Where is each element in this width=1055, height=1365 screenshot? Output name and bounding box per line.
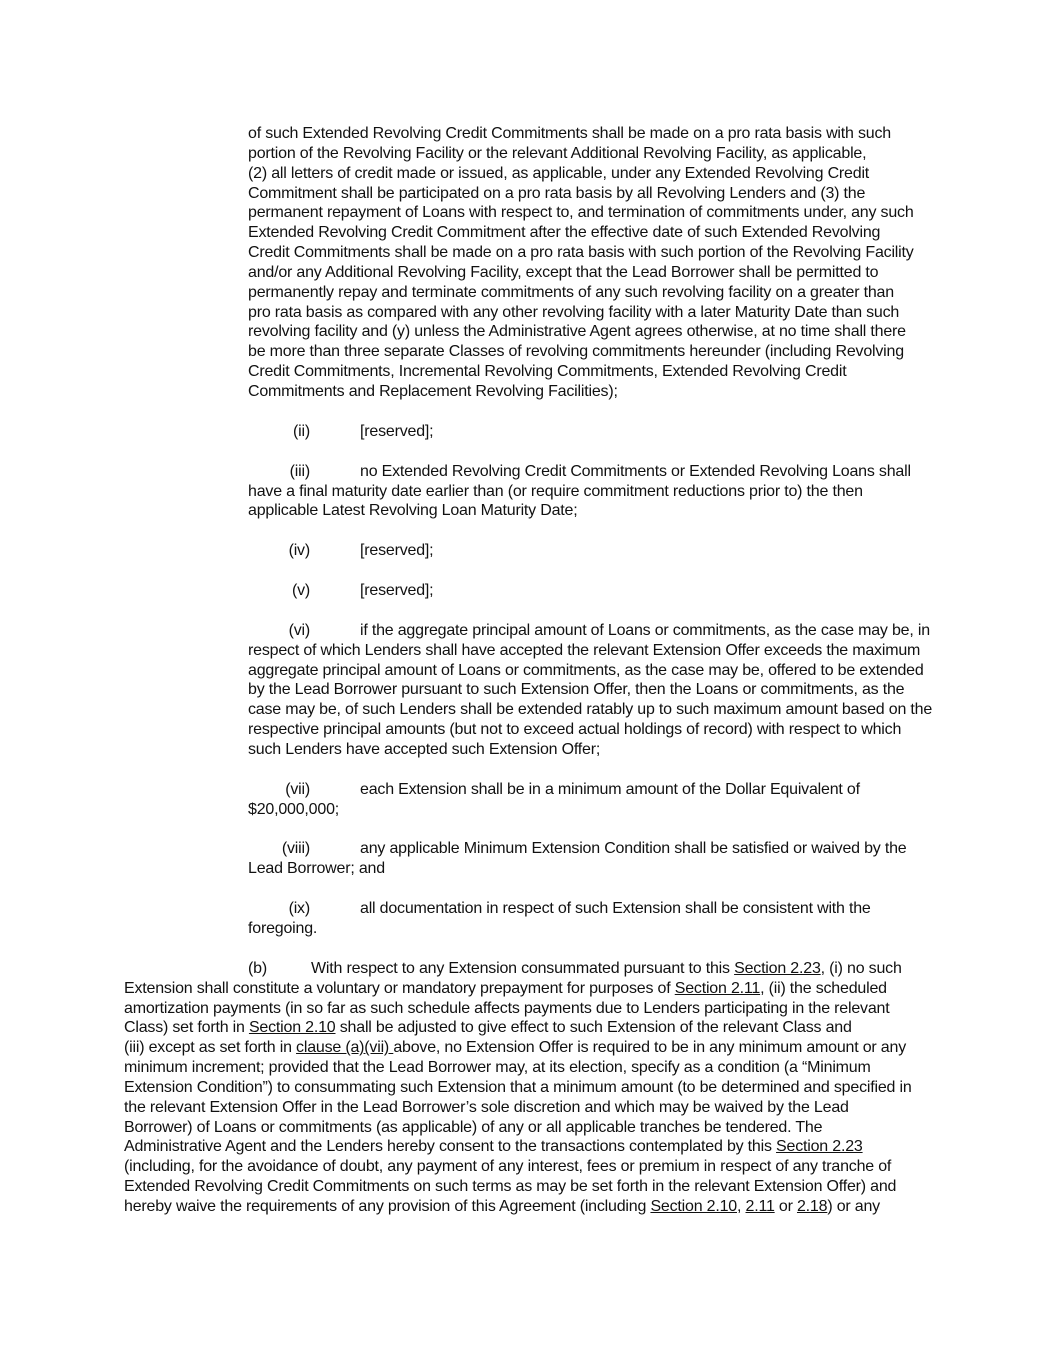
line	[0, 621, 1055, 641]
line-text: Administrative Agent and the Lenders hereby consent to the transactions contemplated by this	[124, 1138, 777, 1156]
line-text: each Extension shall be in a minimum amount of the Dollar Equivalent of	[360, 780, 860, 798]
line-text: ) or any	[827, 1197, 880, 1215]
line-text: and/or any Additional Revolving Facility, except that the Lead Borrower shall be permitted to	[248, 263, 879, 281]
line-text: respect of which Lenders shall have accepted the relevant Extension Offer exceeds the maximum	[248, 641, 921, 659]
line	[0, 263, 1055, 283]
clause-text	[360, 581, 433, 601]
line	[0, 1157, 1055, 1177]
cross-reference-link: Section 2.11	[674, 979, 761, 997]
line	[0, 1197, 1055, 1217]
line-text: amortization payments (in so far as such schedule affects payments due to Lenders participating in the relevant	[124, 999, 890, 1017]
line-text: permanent repayment of Loans with respect to, and termination of commitments under, any such	[248, 204, 914, 222]
line-text: have a final maturity date earlier than (or require commitment reductions prior to) the then	[248, 482, 863, 500]
line	[0, 959, 1055, 979]
line-text: (including, for the avoidance of doubt, any payment of any interest, fees or premium in respect of any tranche of	[124, 1158, 892, 1176]
line	[0, 144, 1055, 164]
line	[0, 462, 1055, 482]
line-text: pro rata basis as compared with any other revolving facility with a later Maturity Date than such	[248, 303, 900, 321]
cross-reference-link: 2.11	[745, 1197, 775, 1215]
line	[0, 919, 1055, 939]
line-text: Commitments and Replacement Revolving Facilities);	[248, 382, 618, 400]
line	[0, 342, 1055, 362]
line-text: portion of the Revolving Facility or the relevant Additional Revolving Facility, as applicable,	[248, 144, 867, 162]
line	[0, 482, 1055, 502]
line	[0, 780, 1055, 800]
line-text: , (ii) the scheduled	[760, 979, 887, 997]
line	[0, 661, 1055, 681]
line-text: With respect to any Extension consummated pursuant to this	[311, 959, 735, 977]
line-text: $20,000,000;	[248, 800, 340, 818]
line-text: Borrower) of Loans or commitments (as applicable) of any or all applicable tranches be tendered. The	[124, 1118, 823, 1136]
clause-text	[360, 422, 433, 442]
line	[0, 362, 1055, 382]
cross-reference-link: Section 2.23	[776, 1138, 863, 1156]
clause-text	[360, 839, 906, 859]
line	[0, 700, 1055, 720]
cross-reference-link: clause (a)(vii)	[296, 1039, 394, 1057]
clause-text	[311, 959, 902, 979]
line-text: no Extended Revolving Credit Commitments or Extended Revolving Loans shall	[360, 462, 911, 480]
line-text: all documentation in respect of such Extension shall be consistent with the	[360, 900, 871, 918]
clause-ix	[0, 899, 1055, 939]
line	[0, 1078, 1055, 1098]
line	[0, 680, 1055, 700]
line-text: Extension shall constitute a voluntary or mandatory prepayment for purposes of	[124, 979, 675, 997]
line-text: Commitment shall be participated on a pro rata basis by all Revolving Lenders and (3) the	[248, 184, 866, 202]
document-page	[0, 124, 1055, 1237]
clause-label: (v)	[291, 582, 310, 600]
clause-v	[0, 581, 1055, 601]
line-text: of such Extended Revolving Credit Commitments shall be made on a pro rata basis with such	[248, 125, 891, 142]
line-text: [reserved];	[360, 582, 434, 600]
line	[0, 641, 1055, 661]
clause-vi	[0, 621, 1055, 760]
line-text: aggregate principal amount of Loans or commitments, as the case may be, offered to be extended	[248, 661, 924, 679]
clause-label: (iii)	[289, 462, 310, 480]
line-text: permanently repay and terminate commitments of any such revolving facility on a greater than	[248, 283, 894, 301]
clause-b	[0, 959, 1055, 1217]
line-text: revolving facility and (y) unless the Administrative Agent agrees otherwise, at no time shall there	[248, 323, 906, 341]
line-text: be more than three separate Classes of revolving commitments hereunder (including Revolving	[248, 343, 904, 361]
line-text: Class) set forth in	[124, 1019, 249, 1037]
line-text: Extended Revolving Credit Commitment after the effective date of such Extended Revolving	[248, 224, 881, 242]
cross-reference-link: 2.18	[796, 1197, 828, 1215]
line	[0, 859, 1055, 879]
paragraph	[0, 124, 1055, 402]
clause-text	[360, 621, 930, 641]
line-text: (iii) except as set forth in	[124, 1039, 297, 1057]
line-text: minimum increment; provided that the Lead Borrower may, at its election, specify as a condition (a “Minimum	[124, 1059, 871, 1077]
line-text: Credit Commitments shall be made on a pro rata basis with such portion of the Revolving Facility	[248, 244, 914, 262]
line-text: Extended Revolving Credit Commitments on such terms as may be set forth in the relevant Extension Offer) and	[124, 1178, 897, 1196]
line	[0, 1058, 1055, 1078]
line	[0, 422, 1055, 442]
line-text: ,	[737, 1197, 746, 1215]
line	[0, 303, 1055, 323]
line-text: case may be, of such Lenders shall be extended ratably up to such maximum amount based on the	[248, 701, 933, 719]
line	[0, 1137, 1055, 1157]
line	[0, 223, 1055, 243]
line	[0, 1118, 1055, 1138]
line	[0, 243, 1055, 263]
line	[0, 501, 1055, 521]
line-text: applicable Latest Revolving Loan Maturity Date;	[248, 502, 578, 520]
clause-ii	[0, 422, 1055, 442]
clause-iii	[0, 462, 1055, 522]
line	[0, 720, 1055, 740]
line	[0, 1018, 1055, 1038]
line	[0, 184, 1055, 204]
clause-label: (ii)	[293, 422, 310, 440]
clause-iv	[0, 541, 1055, 561]
line	[0, 800, 1055, 820]
line	[0, 1177, 1055, 1197]
line-text: foregoing.	[248, 920, 318, 937]
cross-reference-link: Section 2.10	[248, 1019, 336, 1037]
line	[0, 382, 1055, 402]
line-text: or	[774, 1197, 797, 1215]
clause-viii	[0, 839, 1055, 879]
line	[0, 1098, 1055, 1118]
clause-label: (ix)	[288, 900, 310, 918]
line-text: such Lenders have accepted such Extension Offer;	[248, 740, 601, 758]
line	[0, 124, 1055, 144]
clause-label: (iv)	[288, 542, 310, 560]
clause-text	[360, 899, 871, 919]
cross-reference-link: Section 2.10	[650, 1197, 737, 1215]
line-text: shall be adjusted to give effect to such Extension of the relevant Class and	[335, 1019, 852, 1037]
line	[0, 541, 1055, 561]
line	[0, 999, 1055, 1019]
line-text: Credit Commitments, Incremental Revolving Commitments, Extended Revolving Credit	[248, 363, 847, 381]
line-text: (2) all letters of credit made or issued, as applicable, under any Extended Revolving Credit	[248, 164, 870, 182]
clause-label: (viii)	[281, 840, 310, 858]
clause-text	[360, 541, 433, 561]
line-text: if the aggregate principal amount of Loans or commitments, as the case may be, in	[360, 621, 930, 639]
line	[0, 839, 1055, 859]
line	[0, 979, 1055, 999]
line	[0, 740, 1055, 760]
line	[0, 899, 1055, 919]
line-text: hereby waive the requirements of any provision of this Agreement (including	[124, 1197, 651, 1215]
line-text: [reserved];	[360, 422, 434, 440]
line-text: Lead Borrower; and	[248, 860, 385, 878]
line-text: any applicable Minimum Extension Condition shall be satisfied or waived by the	[360, 840, 907, 858]
clause-vii	[0, 780, 1055, 820]
clause-label: (vi)	[288, 621, 310, 639]
line	[0, 283, 1055, 303]
clause-text	[360, 462, 911, 482]
clause-text	[360, 780, 860, 800]
line-text: Extension Condition”) to consummating such Extension that a minimum amount (to be determined and specified in	[124, 1078, 912, 1096]
line-text: [reserved];	[360, 542, 434, 560]
line-text: the relevant Extension Offer in the Lead Borrower’s sole discretion and which may be waived by the Lead	[124, 1098, 849, 1116]
line-text: above, no Extension Offer is required to be in any minimum amount or any	[393, 1039, 907, 1057]
line-text: , (i) no such	[820, 959, 902, 977]
line	[0, 322, 1055, 342]
line	[0, 164, 1055, 184]
line	[0, 581, 1055, 601]
line	[0, 203, 1055, 223]
clause-label: (vii)	[285, 780, 310, 798]
line-text: respective principal amounts (but not to exceed actual holdings of record) with respect to which	[248, 721, 902, 739]
line-text: by the Lead Borrower pursuant to such Extension Offer, then the Loans or commitments, as the	[248, 681, 905, 699]
line	[0, 1038, 1055, 1058]
clause-label: (b)	[248, 959, 267, 977]
cross-reference-link: Section 2.23	[734, 959, 821, 977]
